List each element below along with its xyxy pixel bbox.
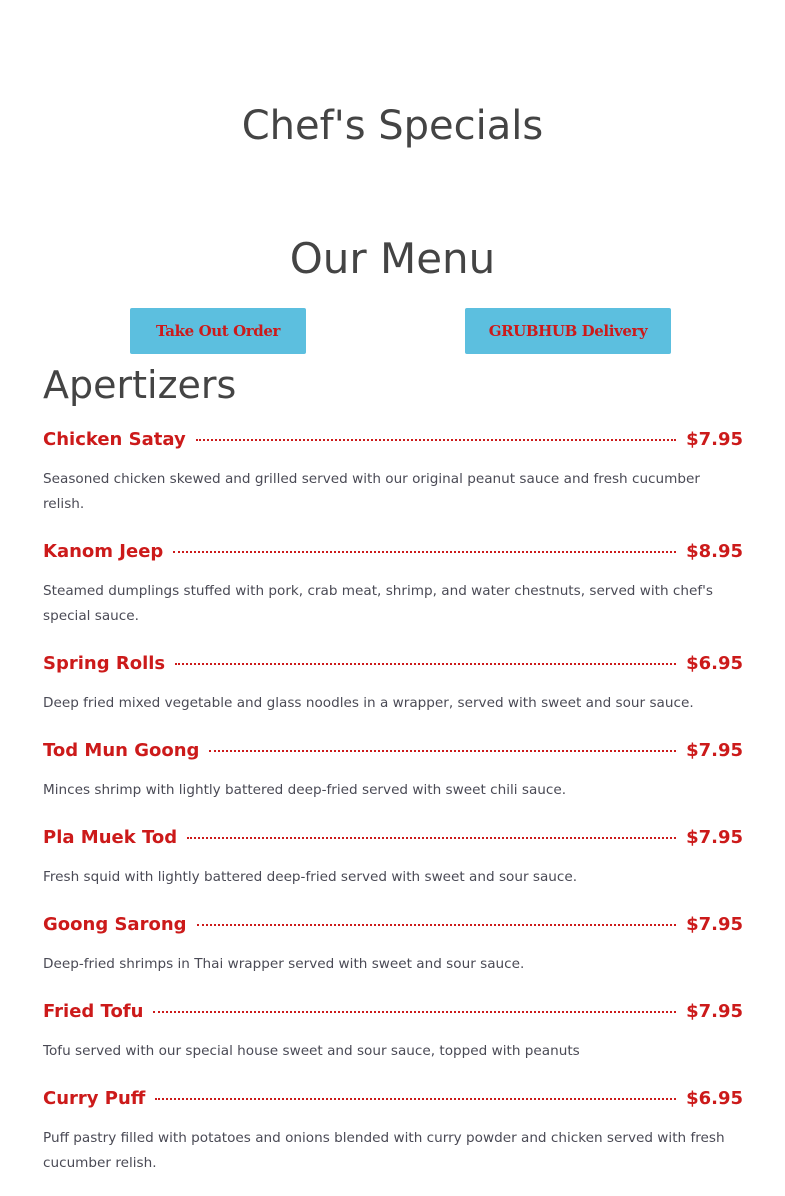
dotted-leader	[155, 1098, 676, 1100]
dotted-leader	[187, 837, 676, 839]
dotted-leader	[175, 663, 676, 665]
menu-item-price: $6.95	[686, 1087, 743, 1109]
menu-item	[43, 649, 743, 716]
menu-item-header	[43, 1084, 743, 1112]
dotted-leader	[209, 750, 676, 752]
menu-item-description: Seasoned chicken skewed and grilled served with our original peanut sauce and fresh cucumber relish.	[43, 471, 700, 512]
menu-item-description: Puff pastry filled with potatoes and onions blended with curry powder and chicken served with fresh cucumber relish.	[43, 1130, 725, 1171]
page-title: Chef's Specials	[241, 103, 544, 149]
menu-item-header	[43, 537, 743, 565]
menu-item-name: Tod Mun Goong	[43, 739, 200, 761]
dotted-leader	[196, 439, 676, 441]
menu-item-name: Fried Tofu	[43, 1000, 144, 1022]
dotted-leader	[197, 924, 677, 926]
menu-item	[43, 997, 743, 1064]
menu-item	[43, 1084, 743, 1176]
menu-item-header	[43, 736, 743, 764]
menu-item	[43, 537, 743, 629]
menu-item	[43, 736, 743, 803]
menu-item-header	[43, 997, 743, 1025]
menu-item-price: $7.95	[686, 1000, 743, 1022]
menu-item-header	[43, 649, 743, 677]
section-title-appetizers: Apertizers	[43, 363, 237, 407]
dotted-leader	[153, 1011, 676, 1013]
menu-item	[43, 910, 743, 977]
menu-item-name: Spring Rolls	[43, 652, 166, 674]
menu-title: Our Menu	[289, 234, 496, 283]
menu-item-price: $8.95	[686, 540, 743, 562]
dotted-leader	[173, 551, 676, 553]
menu-item-price: $7.95	[686, 913, 743, 935]
menu-item-header	[43, 425, 743, 453]
menu-item-description: Tofu served with our special house sweet and sour sauce, topped with peanuts	[43, 1043, 580, 1059]
menu-item-name: Chicken Satay	[43, 428, 186, 450]
menu-item-name: Curry Puff	[43, 1087, 146, 1109]
menu-item-description: Deep-fried shrimps in Thai wrapper served with sweet and sour sauce.	[43, 956, 525, 972]
menu-item-price: $6.95	[686, 652, 743, 674]
menu-item-header	[43, 823, 743, 851]
menu-item-name: Pla Muek Tod	[43, 826, 178, 848]
menu-item-description: Fresh squid with lightly battered deep-fried served with sweet and sour sauce.	[43, 869, 578, 885]
menu-item-description: Minces shrimp with lightly battered deep-fried served with sweet chili sauce.	[43, 782, 567, 798]
menu-item-description: Steamed dumplings stuffed with pork, crab meat, shrimp, and water chestnuts, served with chef's special sauce.	[43, 583, 713, 624]
menu-item-price: $7.95	[686, 739, 743, 761]
menu-item-description: Deep fried mixed vegetable and glass noodles in a wrapper, served with sweet and sour sauce.	[43, 695, 694, 711]
menu-item	[43, 823, 743, 890]
menu-item-price: $7.95	[686, 428, 743, 450]
grubhub-delivery-button[interactable]: GRUBHUB Delivery	[465, 308, 671, 354]
menu-item	[43, 425, 743, 517]
menu-item-price: $7.95	[686, 826, 743, 848]
menu-item-header	[43, 910, 743, 938]
menu-item-list	[43, 425, 743, 1196]
take-out-order-button[interactable]: Take Out Order	[130, 308, 306, 354]
menu-item-name: Goong Sarong	[43, 913, 187, 935]
menu-item-name: Kanom Jeep	[43, 540, 164, 562]
